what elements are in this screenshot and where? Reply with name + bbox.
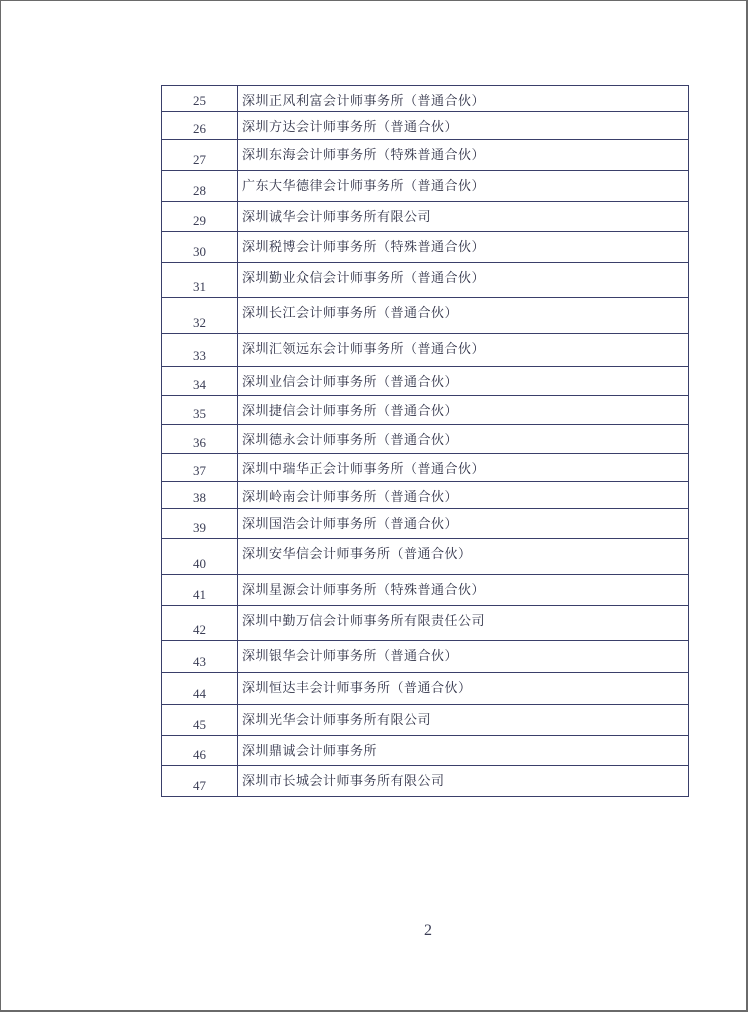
firm-name: 深圳捷信会计师事务所（普通合伙） [242, 404, 459, 419]
row-number: 29 [162, 202, 238, 231]
table-row [162, 425, 688, 454]
table-row [162, 334, 688, 367]
table-row [162, 482, 688, 509]
firm-name: 深圳勤业众信会计师事务所（普通合伙） [242, 271, 486, 286]
row-number: 32 [162, 298, 238, 333]
row-number: 36 [162, 425, 238, 453]
row-number: 30 [162, 232, 238, 262]
firm-name: 深圳东海会计师事务所（特殊普通合伙） [242, 148, 486, 163]
table-row [162, 232, 688, 263]
firm-name: 深圳岭南会计师事务所（普通合伙） [242, 490, 459, 505]
firm-name: 深圳中勤万信会计师事务所有限责任公司 [242, 614, 486, 629]
firm-name: 深圳星源会计师事务所（特殊普通合伙） [242, 583, 486, 598]
table-row [162, 454, 688, 482]
table-row [162, 263, 688, 298]
row-number: 27 [162, 140, 238, 170]
table-row [162, 673, 688, 705]
row-number: 31 [162, 263, 238, 297]
table-row [162, 367, 688, 396]
firm-name: 深圳鼎诚会计师事务所 [242, 744, 378, 759]
row-number: 26 [162, 112, 238, 139]
table-row [162, 298, 688, 334]
table-row [162, 606, 688, 641]
firm-name: 深圳国浩会计师事务所（普通合伙） [242, 517, 459, 532]
table-row [162, 736, 688, 766]
firm-name: 深圳市长城会计师事务所有限公司 [242, 774, 445, 789]
table-row [162, 171, 688, 202]
table-row [162, 766, 688, 797]
row-number: 40 [162, 539, 238, 574]
row-number: 45 [162, 705, 238, 735]
row-number: 25 [162, 86, 238, 111]
firm-name: 深圳汇领远东会计师事务所（普通合伙） [242, 342, 486, 357]
firm-name: 深圳中瑞华正会计师事务所（普通合伙） [242, 462, 486, 477]
row-number: 37 [162, 454, 238, 481]
table-row [162, 396, 688, 425]
firm-name: 深圳德永会计师事务所（普通合伙） [242, 433, 459, 448]
firm-name: 深圳业信会计师事务所（普通合伙） [242, 375, 459, 390]
row-number: 33 [162, 334, 238, 366]
firm-name: 广东大华德律会计师事务所（普通合伙） [242, 179, 486, 194]
firm-name: 深圳正风利富会计师事务所（普通合伙） [242, 94, 486, 109]
firm-name: 深圳方达会计师事务所（普通合伙） [242, 120, 459, 135]
firm-name: 深圳税博会计师事务所（特殊普通合伙） [242, 240, 486, 255]
table-row [162, 86, 688, 112]
row-number: 43 [162, 641, 238, 672]
table-row [162, 509, 688, 539]
row-number: 44 [162, 673, 238, 704]
row-number: 42 [162, 606, 238, 640]
row-number: 39 [162, 509, 238, 538]
table-row [162, 575, 688, 606]
table-row [162, 202, 688, 232]
row-number: 35 [162, 396, 238, 424]
firm-name: 深圳长江会计师事务所（普通合伙） [242, 306, 459, 321]
table-row [162, 705, 688, 736]
firm-list-table [161, 85, 689, 797]
firm-name: 深圳恒达丰会计师事务所（普通合伙） [242, 681, 472, 696]
table-row [162, 641, 688, 673]
firm-name: 深圳诚华会计师事务所有限公司 [242, 210, 432, 225]
firm-name: 深圳安华信会计师事务所（普通合伙） [242, 547, 472, 562]
table-row [162, 539, 688, 575]
table-row [162, 112, 688, 140]
table-row [162, 140, 688, 171]
row-number: 28 [162, 171, 238, 201]
page-number: 2 [424, 922, 432, 939]
row-number: 38 [162, 482, 238, 508]
row-number: 41 [162, 575, 238, 605]
row-number: 34 [162, 367, 238, 395]
row-number: 47 [162, 766, 238, 796]
firm-name: 深圳银华会计师事务所（普通合伙） [242, 649, 459, 664]
firm-name: 深圳光华会计师事务所有限公司 [242, 713, 432, 728]
row-number: 46 [162, 736, 238, 765]
